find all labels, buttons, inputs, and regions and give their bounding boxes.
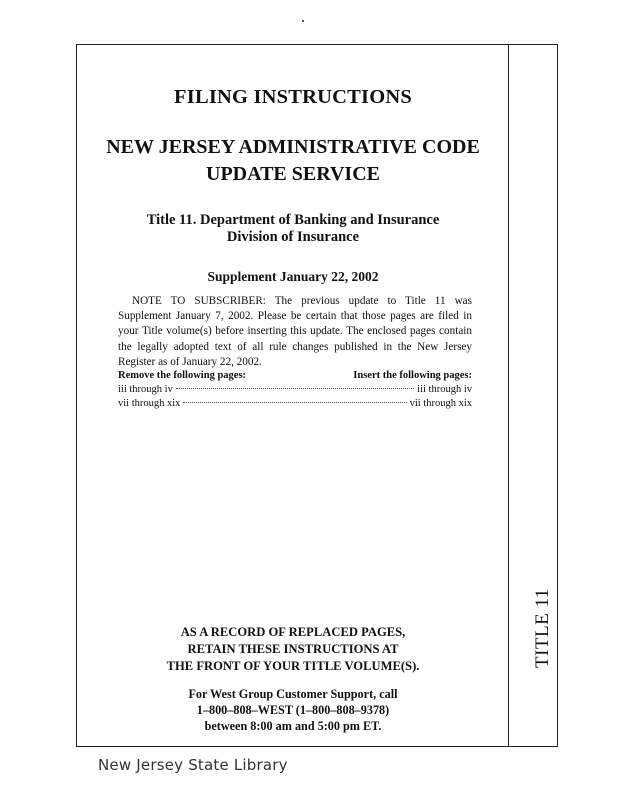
remove-header: Remove the following pages:	[118, 370, 247, 381]
title-tab-label: TITLE 11	[532, 588, 553, 668]
dot-leader	[183, 402, 406, 403]
record-line: RETAIN THESE INSTRUCTIONS AT	[187, 642, 399, 656]
remove-pages: vii through xix	[118, 398, 181, 409]
remove-pages: iii through iv	[118, 384, 173, 395]
support-line: between 8:00 am and 5:00 pm ET.	[204, 719, 382, 733]
page-title: FILING INSTRUCTIONS	[174, 86, 412, 108]
code-title-line-1: NEW JERSEY ADMINISTRATIVE CODE	[106, 136, 480, 158]
tab-divider	[508, 44, 509, 747]
customer-support-notice	[78, 686, 508, 734]
scan-speck	[302, 20, 304, 22]
insert-pages: vii through xix	[409, 398, 472, 409]
insert-pages: iii through iv	[417, 384, 472, 395]
pages-header-row	[118, 370, 472, 381]
support-line: For West Group Customer Support, call	[188, 687, 398, 701]
pages-row	[118, 398, 472, 409]
supplement-date: Supplement January 22, 2002	[207, 269, 379, 284]
record-line: THE FRONT OF YOUR TITLE VOLUME(S).	[166, 659, 420, 673]
note-to-subscriber	[118, 294, 472, 370]
record-line: AS A RECORD OF REPLACED PAGES,	[180, 625, 406, 639]
note-text: NOTE TO SUBSCRIBER: The previous update to Title 11 was Supplement January 7, 2002. Please be certain that those pages are filed in your Title volume(s) before inserting this update. The enclosed pages contain the legally adopted text of all rule changes published in the New Jersey Register as of January 22, 2002.	[118, 295, 472, 368]
insert-header: Insert the following pages:	[353, 370, 472, 381]
dot-leader	[176, 388, 414, 389]
library-stamp: New Jersey State Library	[98, 756, 288, 774]
record-notice	[78, 624, 508, 675]
pages-row	[118, 384, 472, 395]
code-title-line-2: UPDATE SERVICE	[206, 163, 380, 185]
department-line-2: Division of Insurance	[226, 229, 360, 245]
support-line: 1–800–808–WEST (1–800–808–9378)	[196, 703, 390, 717]
department-line-1: Title 11. Department of Banking and Insurance	[146, 212, 440, 228]
